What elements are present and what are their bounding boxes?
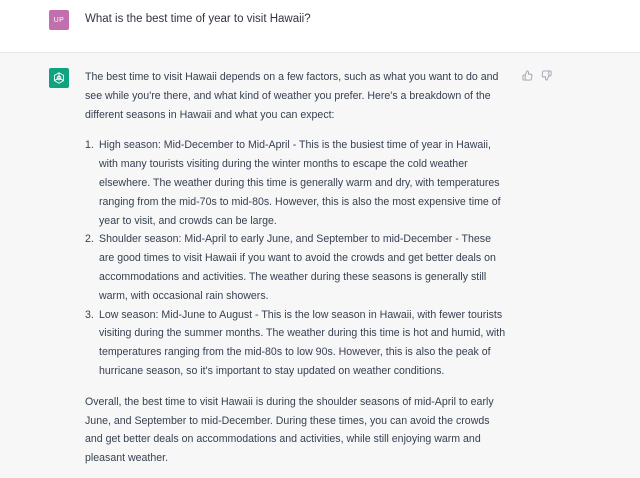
user-avatar: UP [49, 10, 69, 30]
item-line: Shoulder season: Mid-April to early June, and September to mid-December - These [99, 233, 491, 246]
answer-intro [85, 68, 525, 124]
item-line: ranging from the mid-70s to mid-80s. However, this is also the most expensive time of [99, 195, 501, 208]
item-line: High season: Mid-December to Mid-April - This is the busiest time of year in Hawaii, [99, 139, 491, 152]
openai-logo-icon [49, 68, 69, 88]
item-line: are good times to visit Hawaii if you want to avoid the crowds and get better deals on [99, 252, 496, 265]
thumbs-down-icon[interactable] [540, 69, 552, 81]
list-number: 1. [85, 139, 94, 152]
item-line: warm, with occasional rain showers. [99, 289, 269, 302]
outro-line: pleasant weather. [85, 452, 169, 465]
intro-line: The best time to visit Hawaii depends on a few factors, such as what you want to do and [85, 71, 499, 83]
outro-line: Overall, the best time to visit Hawaii is during the shoulder seasons of mid-April to early [85, 395, 494, 408]
outro-line: June, and September to mid-December. During these times, you can avoid the crowds [85, 414, 490, 427]
item-line: accommodations and activities. The weather during these seasons is generally still [99, 270, 487, 283]
list-item [85, 136, 525, 230]
assistant-message-row [0, 53, 640, 478]
answer-outro [85, 393, 525, 468]
assistant-answer [85, 68, 525, 468]
list-item [85, 306, 525, 381]
item-line: temperatures ranging from the mid-80s to low 90s. However, this is also the peak of [99, 346, 491, 359]
list-number: 2. [85, 233, 94, 246]
user-message-row [0, 0, 640, 53]
item-line: Low season: Mid-June to August - This is the low season in Hawaii, with fewer tourists [99, 308, 503, 321]
user-question: What is the best time of year to visit Hawaii? [85, 13, 311, 25]
item-line: year to visit, and crowds can be large. [99, 214, 277, 227]
item-line: hurricane season, so it's important to stay updated on weather conditions. [99, 364, 445, 377]
intro-line: see while you're there, and what kind of weather you prefer. Here's a breakdown of the [85, 89, 491, 102]
list-item [85, 230, 525, 305]
outro-line: and get better deals on accommodations and activities, while still enjoying warm and [85, 433, 481, 446]
item-line: elsewhere. The weather during this time is generally warm and dry, with temperatures [99, 176, 500, 189]
season-list [85, 136, 525, 380]
list-number: 3. [85, 308, 94, 321]
intro-line: different seasons in Hawaii and what you can expect: [85, 108, 335, 121]
item-line: visiting during the summer months. The weather during this time is hot and humid, with [99, 327, 506, 340]
item-line: with many tourists visiting during the winter months to escape the cold weather [99, 158, 468, 171]
